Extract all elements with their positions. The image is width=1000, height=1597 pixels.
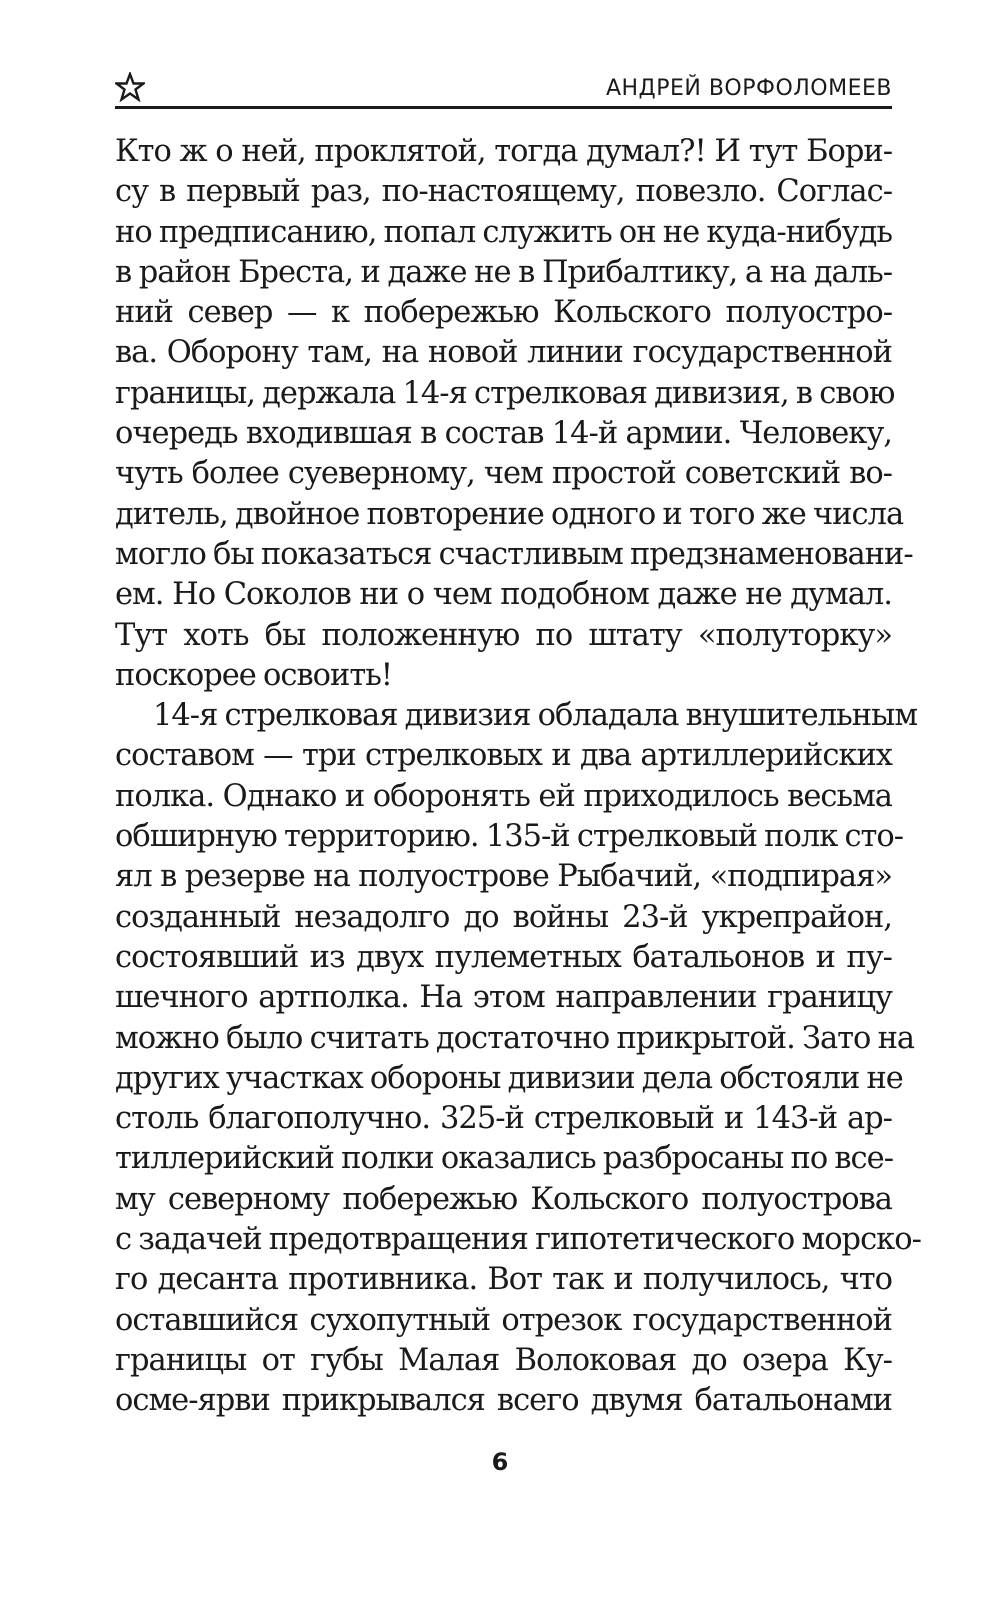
text-line: поскорее освоить! — [115, 657, 393, 693]
text-line: границы, держала 14-я стрелковая дивизия, в свою — [115, 375, 895, 411]
text-line: оставшийся сухопутный отрезок государственной — [115, 1302, 892, 1338]
text-line: очередь входившая в состав 14-й армии. Человеку, — [115, 416, 892, 452]
text-line: в район Бреста, и даже не в Прибалтику, а на даль- — [115, 254, 892, 290]
text-line: с задачей предотвращения гипотетического морско- — [115, 1222, 921, 1258]
running-title: АНДРЕЙ ВОРФОЛОМЕЕВ — [605, 76, 892, 101]
text-line: границы от губы Малая Волоковая до озера Ку- — [115, 1342, 892, 1378]
text-line: составом — три стрелковых и два артиллерийских — [115, 738, 892, 774]
text-line: ем. Но Соколов ни о чем подобном даже не думал. — [115, 577, 892, 613]
text-line: чуть более суеверному, чем простой советский во- — [115, 456, 892, 492]
text-line: состоявший из двух пулеметных батальонов и пу- — [115, 939, 892, 975]
text-line: полка. Однако и оборонять ей приходилось весьма — [115, 778, 892, 814]
text-line: Тут хоть бы положенную по штату «полуторку» — [115, 617, 892, 653]
text-line: можно было считать достаточно прикрытой. Зато на — [115, 1020, 915, 1056]
text-line: шечного артполка. На этом направлении границу — [115, 980, 892, 1016]
text-line: других участках обороны дивизии дела обстояли не — [115, 1060, 903, 1096]
text-line: ял в резерве на полуострове Рыбачий, «подпирая» — [115, 859, 892, 895]
text-line: но предписанию, попал служить он не куда-нибудь — [115, 214, 892, 250]
text-line: Кто ж о ней, проклятой, тогда думал?! И тут Бори- — [115, 134, 892, 169]
body-text — [115, 132, 921, 1422]
text-line: столь благополучно. 325-й стрелковый и 143-й ар- — [115, 1101, 892, 1137]
text-line: му северному побережью Кольского полуострова — [115, 1181, 892, 1217]
paragraph-1 — [115, 132, 913, 696]
text-line: ва. Оборону там, на новой линии государственной — [115, 335, 892, 371]
text-line: го десанта противника. Вот так и получилось, что — [115, 1262, 892, 1298]
text-line: тиллерийский полки оказались разбросаны по все- — [115, 1141, 893, 1177]
text-line: су в первый раз, по-настоящему, повезло. Соглас- — [115, 174, 892, 210]
text-line: обширную территорию. 135-й стрелковый полк сто- — [115, 819, 904, 855]
text-line: осме-ярви прикрывался всего двумя батальонами — [115, 1383, 892, 1419]
running-header — [115, 70, 892, 109]
text-line: дитель, двойное повторение одного и того же числа — [115, 496, 904, 532]
star-outline-icon — [115, 72, 145, 102]
paragraph-2 — [115, 696, 921, 1421]
text-line: созданный незадолго до войны 23-й укрепрайон, — [115, 899, 892, 935]
text-line: могло бы показаться счастливым предзнаменовани- — [115, 536, 913, 572]
text-line: 14-я стрелковая дивизия обладала внушительным — [153, 698, 918, 734]
text-line: ний север — к побережью Кольского полуостро- — [115, 295, 892, 331]
page-number: 6 — [491, 1448, 509, 1476]
